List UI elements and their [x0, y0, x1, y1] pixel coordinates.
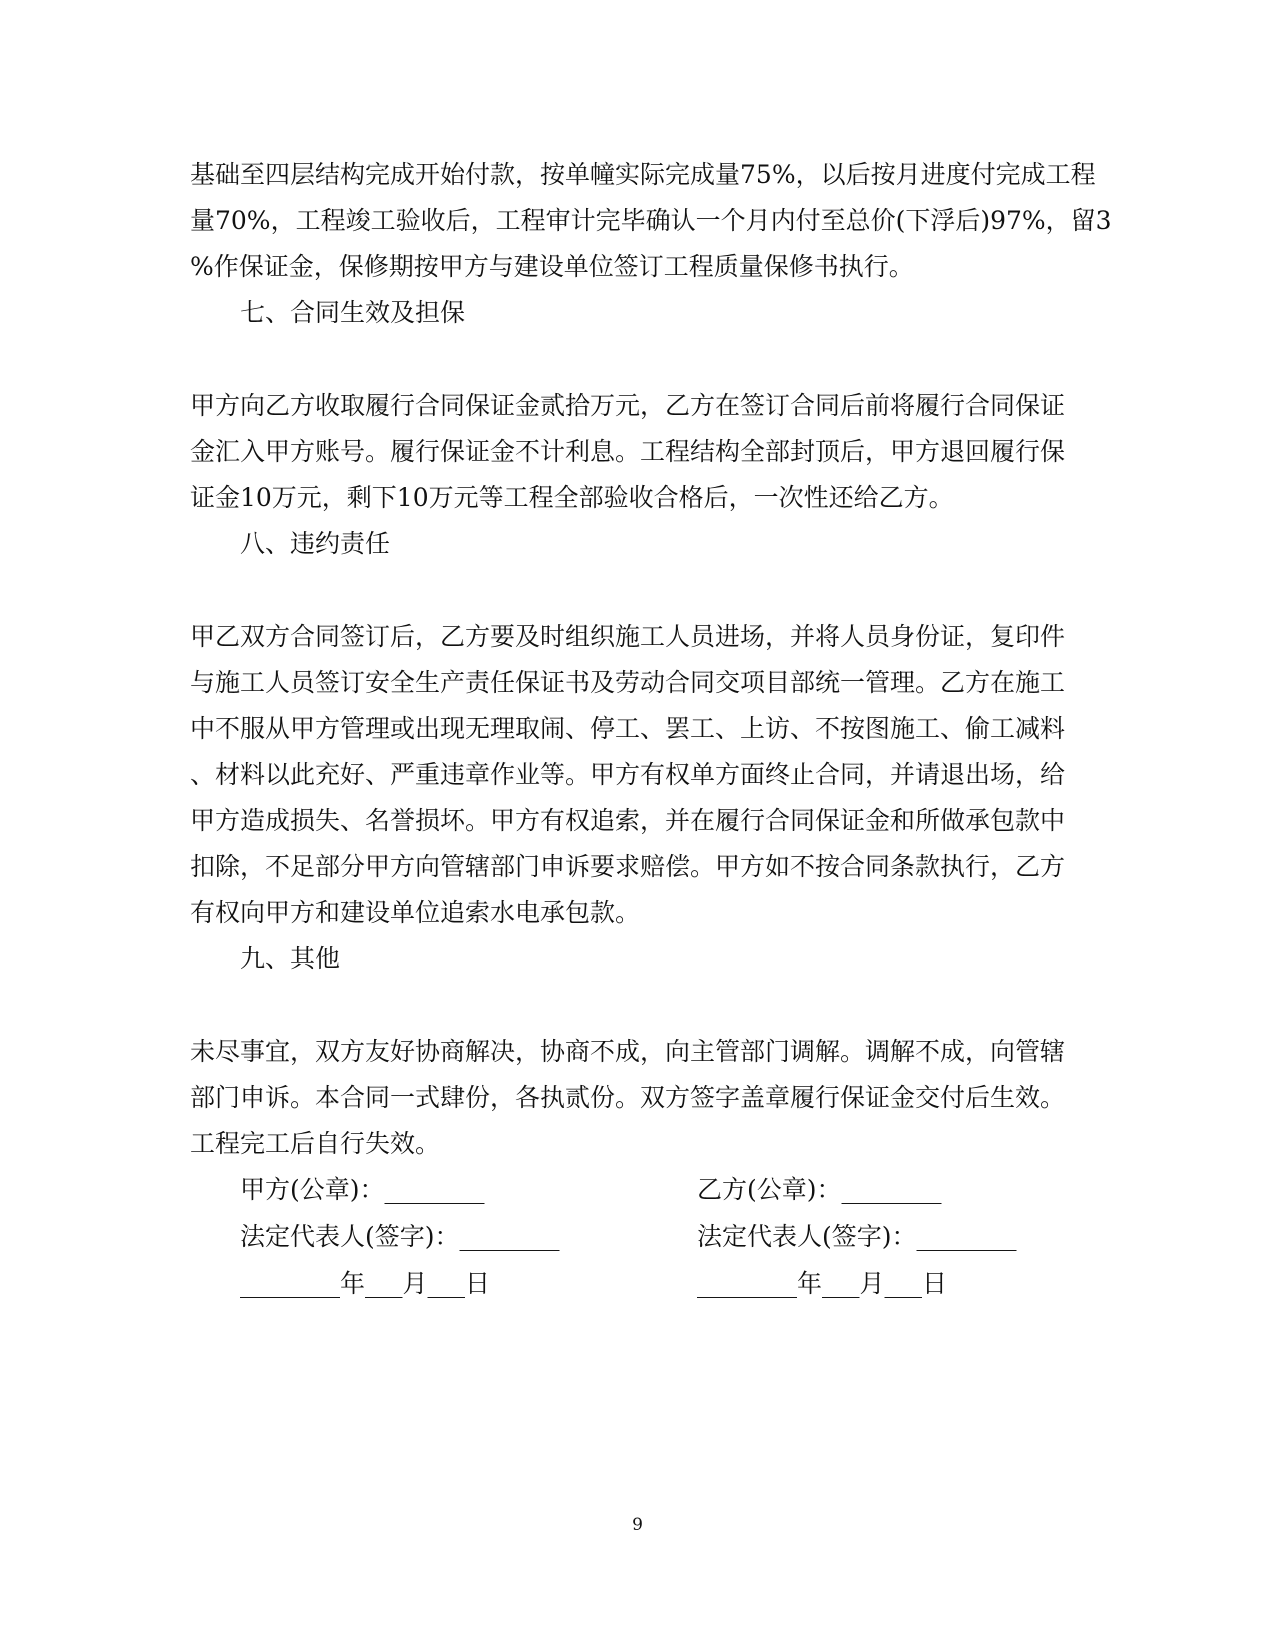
- paragraph-line: 未尽事宜，双方友好协商解决，协商不成，向主管部门调解。调解不成，向管辖: [190, 1037, 1066, 1066]
- page-number: 9: [632, 1515, 643, 1535]
- paragraph-line: 扣除，不足部分甲方向管辖部门申诉要求赔偿。甲方如不按合同条款执行，乙方: [190, 852, 1066, 881]
- paragraph-line: 有权向甲方和建设单位追索水电承包款。: [190, 898, 641, 927]
- paragraph-line: 部门申诉。本合同一式肆份，各执贰份。双方签字盖章履行保证金交付后生效。: [190, 1083, 1066, 1112]
- paragraph-line: 基础至四层结构完成开始付款，按单幢实际完成量75%，以后按月进度付完成工程: [190, 160, 1096, 189]
- section-heading: 九、其他: [240, 944, 341, 973]
- paragraph-line: 量70%，工程竣工验收后，工程审计完毕确认一个月内付至总价(下浮后)97%，留3: [190, 206, 1112, 235]
- paragraph-line: 工程完工后自行失效。: [190, 1129, 441, 1158]
- section-heading: 七、合同生效及担保: [240, 298, 466, 327]
- paragraph-line: %作保证金，保修期按甲方与建设单位签订工程质量保修书执行。: [190, 252, 914, 281]
- paragraph-line: 、材料以此充好、严重违章作业等。甲方有权单方面终止合同，并请退出场，给: [190, 760, 1066, 789]
- party-b-representative: 法定代表人(签字)：________: [697, 1222, 1017, 1251]
- paragraph-line: 与施工人员签订安全生产责任保证书及劳动合同交项目部统一管理。乙方在施工: [190, 668, 1066, 697]
- paragraph-line: 金汇入甲方账号。履行保证金不计利息。工程结构全部封顶后，甲方退回履行保: [190, 437, 1066, 466]
- party-b-date: ________年___月___日: [697, 1269, 948, 1298]
- party-a-date: ________年___月___日: [240, 1269, 491, 1298]
- paragraph-line: 甲方造成损失、名誉损坏。甲方有权追索，并在履行合同保证金和所做承包款中: [190, 806, 1066, 835]
- section-heading: 八、违约责任: [240, 529, 391, 558]
- paragraph-line: 证金10万元，剩下10万元等工程全部验收合格后，一次性还给乙方。: [190, 483, 954, 512]
- party-b-seal: 乙方(公章)：________: [697, 1175, 942, 1204]
- paragraph-line: 甲方向乙方收取履行合同保证金贰拾万元，乙方在签订合同后前将履行合同保证: [190, 391, 1066, 420]
- paragraph-line: 甲乙双方合同签订后，乙方要及时组织施工人员进场，并将人员身份证，复印件: [190, 622, 1066, 651]
- party-a-seal: 甲方(公章)：________: [240, 1175, 485, 1204]
- paragraph-line: 中不服从甲方管理或出现无理取闹、停工、罢工、上访、不按图施工、偷工减料: [190, 714, 1066, 743]
- party-a-representative: 法定代表人(签字)：________: [240, 1222, 560, 1251]
